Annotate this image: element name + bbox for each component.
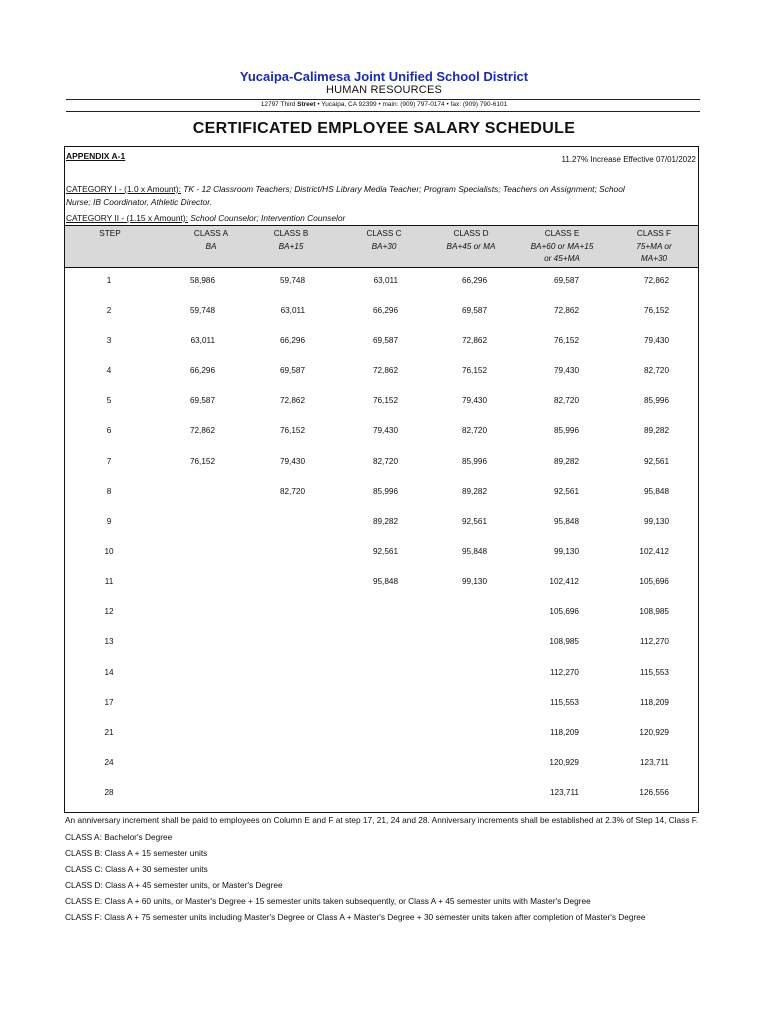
salary-cell-class-e: 85,996 bbox=[553, 426, 579, 435]
salary-cell-class-e: 120,929 bbox=[549, 758, 579, 767]
salary-cell-class-d: 82,720 bbox=[461, 426, 487, 435]
salary-cell-class-d: 85,996 bbox=[461, 457, 487, 466]
step-cell: 3 bbox=[106, 336, 112, 345]
salary-cell-class-a: 76,152 bbox=[189, 457, 215, 466]
salary-cell-class-f: 79,430 bbox=[643, 336, 669, 345]
salary-cell-class-c: 92,561 bbox=[372, 547, 398, 556]
salary-cell-class-e: 72,862 bbox=[553, 306, 579, 315]
column-class-f-label: CLASS F bbox=[636, 229, 672, 238]
salary-cell-class-f: 126,556 bbox=[639, 788, 669, 797]
column-class-b-label: CLASS B bbox=[273, 229, 309, 238]
salary-cell-class-f: 112,270 bbox=[640, 637, 669, 646]
salary-cell-class-f: 82,720 bbox=[643, 366, 669, 375]
salary-cell-class-f: 76,152 bbox=[643, 306, 669, 315]
category-2-text: School Counselor; Intervention Counselor bbox=[187, 213, 346, 223]
salary-cell-class-b: 66,296 bbox=[279, 336, 305, 345]
category-1-text-cont: Nurse; IB Coordinator, Athletic Director. bbox=[66, 197, 212, 207]
salary-cell-class-b: 72,862 bbox=[279, 396, 305, 405]
salary-cell-class-a: 72,862 bbox=[189, 426, 215, 435]
category-2 bbox=[66, 212, 696, 225]
salary-cell-class-f: 92,561 bbox=[643, 457, 669, 466]
header-divider-top bbox=[66, 99, 700, 100]
salary-cell-class-d: 95,848 bbox=[461, 547, 487, 556]
salary-cell-class-f: 123,711 bbox=[640, 758, 669, 767]
salary-cell-class-c: 76,152 bbox=[372, 396, 398, 405]
salary-cell-class-c: 72,862 bbox=[372, 366, 398, 375]
district-name: Yucaipa-Calimesa Joint Unified School District bbox=[239, 69, 529, 84]
step-cell: 10 bbox=[104, 547, 114, 556]
category-1-text: TK - 12 Classroom Teachers; District/HS Library Media Teacher; Program Specialists; Teachers on Assignment; School bbox=[180, 184, 625, 194]
salary-cell-class-e: 82,720 bbox=[553, 396, 579, 405]
salary-cell-class-a: 59,748 bbox=[189, 306, 215, 315]
header-divider-bottom bbox=[66, 111, 700, 112]
salary-cell-class-f: 95,848 bbox=[643, 487, 669, 496]
step-cell: 4 bbox=[106, 366, 112, 375]
salary-cell-class-d: 89,282 bbox=[461, 487, 487, 496]
salary-cell-class-f: 105,696 bbox=[639, 577, 669, 586]
salary-cell-class-b: 63,011 bbox=[280, 306, 305, 315]
column-step-label: STEP bbox=[99, 229, 121, 238]
column-header-class-a bbox=[175, 228, 247, 253]
salary-cell-class-c: 89,282 bbox=[372, 517, 398, 526]
district-address bbox=[0, 101, 768, 108]
class-d-definition: CLASS D: Class A + 45 semester units, or Master's Degree bbox=[65, 880, 283, 890]
class-a-definition: CLASS A: Bachelor's Degree bbox=[65, 832, 173, 842]
salary-cell-class-e: 69,587 bbox=[553, 276, 579, 285]
salary-cell-class-c: 66,296 bbox=[372, 306, 398, 315]
department-name: HUMAN RESOURCES bbox=[325, 84, 443, 96]
step-cell: 7 bbox=[106, 457, 112, 466]
salary-cell-class-e: 99,130 bbox=[553, 547, 579, 556]
salary-cell-class-f: 120,929 bbox=[639, 728, 669, 737]
salary-cell-class-f: 115,553 bbox=[640, 668, 669, 677]
column-header-class-f bbox=[615, 228, 693, 266]
class-c-definition: CLASS C: Class A + 30 semester units bbox=[65, 864, 208, 874]
salary-cell-class-b: 69,587 bbox=[279, 366, 305, 375]
salary-cell-class-e: 112,270 bbox=[550, 668, 579, 677]
category-2-label: CATEGORY II - (1.15 x Amount): bbox=[66, 213, 188, 223]
column-class-e-sub2: or 45+MA bbox=[544, 254, 580, 263]
column-class-a-sub: BA bbox=[205, 241, 217, 251]
salary-cell-class-e: 123,711 bbox=[550, 788, 579, 797]
step-cell: 13 bbox=[104, 637, 114, 646]
salary-cell-class-b: 59,748 bbox=[279, 276, 305, 285]
increase-note: 11.27% Increase Effective 07/01/2022 bbox=[561, 155, 696, 164]
footnotes bbox=[65, 814, 705, 926]
salary-cell-class-e: 115,553 bbox=[550, 698, 579, 707]
step-cell: 9 bbox=[106, 517, 112, 526]
salary-cell-class-e: 102,412 bbox=[549, 577, 579, 586]
salary-cell-class-f: 85,996 bbox=[643, 396, 669, 405]
salary-cell-class-b: 79,430 bbox=[279, 457, 305, 466]
column-class-a-label: CLASS A bbox=[193, 229, 229, 238]
salary-cell-class-c: 79,430 bbox=[372, 426, 398, 435]
salary-cell-class-d: 79,430 bbox=[461, 396, 487, 405]
salary-cell-class-a: 63,011 bbox=[190, 336, 215, 345]
step-cell: 1 bbox=[106, 276, 112, 285]
step-cell: 14 bbox=[104, 668, 114, 677]
salary-cell-class-d: 72,862 bbox=[461, 336, 487, 345]
step-cell: 24 bbox=[104, 758, 114, 767]
salary-cell-class-f: 89,282 bbox=[643, 426, 669, 435]
salary-cell-class-b: 82,720 bbox=[279, 487, 305, 496]
column-class-d-sub: BA+45 or MA bbox=[446, 241, 496, 251]
appendix-label: APPENDIX A-1 bbox=[66, 151, 126, 161]
class-b-definition: CLASS B: Class A + 15 semester units bbox=[65, 848, 208, 858]
salary-cell-class-f: 108,985 bbox=[639, 607, 669, 616]
salary-cell-class-e: 89,282 bbox=[553, 457, 579, 466]
class-f-definition: CLASS F: Class A + 75 semester units including Master's Degree or Class A + Master's Degree + 30 semester units taken after completion of Master's Degree bbox=[65, 912, 646, 922]
step-cell: 21 bbox=[104, 728, 114, 737]
column-class-c-sub: BA+30 bbox=[371, 241, 397, 251]
salary-cell-class-a: 69,587 bbox=[189, 396, 215, 405]
salary-cell-class-d: 69,587 bbox=[461, 306, 487, 315]
step-cell: 28 bbox=[104, 788, 114, 797]
salary-cell-class-c: 82,720 bbox=[372, 457, 398, 466]
salary-cell-class-e: 108,985 bbox=[549, 637, 579, 646]
column-class-f-sub: 75+MA or bbox=[636, 241, 672, 251]
step-cell: 2 bbox=[106, 306, 112, 315]
salary-cell-class-d: 76,152 bbox=[461, 366, 487, 375]
salary-cell-class-a: 66,296 bbox=[189, 366, 215, 375]
salary-cell-class-c: 85,996 bbox=[372, 487, 398, 496]
salary-cell-class-e: 92,561 bbox=[553, 487, 579, 496]
salary-cell-class-e: 105,696 bbox=[549, 607, 579, 616]
column-header-class-b bbox=[255, 228, 327, 253]
salary-cell-class-c: 63,011 bbox=[373, 276, 398, 285]
column-header-step bbox=[87, 228, 133, 241]
step-cell: 12 bbox=[104, 607, 114, 616]
column-class-d-label: CLASS D bbox=[453, 229, 489, 238]
column-class-e-label: CLASS E bbox=[544, 229, 580, 238]
salary-cell-class-c: 69,587 bbox=[372, 336, 398, 345]
column-class-c-label: CLASS C bbox=[366, 229, 402, 238]
column-header-class-c bbox=[348, 228, 420, 253]
salary-cell-class-f: 102,412 bbox=[639, 547, 669, 556]
column-header-class-e bbox=[517, 228, 607, 266]
step-cell: 11 bbox=[104, 577, 114, 586]
step-cell: 8 bbox=[106, 487, 112, 496]
column-class-e-sub: BA+60 or MA+15 bbox=[530, 241, 594, 251]
column-class-b-sub: BA+15 bbox=[278, 241, 304, 251]
address-contact: • Yucaipa, CA 92399 • main: (909) 797-0174 • fax: (909) 790-6101 bbox=[315, 101, 508, 108]
step-cell: 5 bbox=[106, 396, 112, 405]
class-e-definition: CLASS E: Class A + 60 units, or Master's Degree + 15 semester units taken subsequently, or Class A + 45 semester units with Master's Degree bbox=[65, 896, 591, 906]
column-header-class-d bbox=[430, 228, 512, 253]
salary-cell-class-e: 79,430 bbox=[553, 366, 579, 375]
salary-cell-class-f: 72,862 bbox=[643, 276, 669, 285]
salary-cell-class-d: 92,561 bbox=[461, 517, 487, 526]
salary-cell-class-f: 99,130 bbox=[643, 517, 669, 526]
salary-cell-class-e: 95,848 bbox=[553, 517, 579, 526]
salary-cell-class-b: 76,152 bbox=[279, 426, 305, 435]
anniversary-note: An anniversary increment shall be paid to employees on Column E and F at step 17, 21, 24 and 28. Anniversary increments shall be established at 2.3% of Step 14, Class F. bbox=[65, 815, 699, 825]
step-cell: 6 bbox=[106, 426, 112, 435]
address-street-word: Street bbox=[297, 101, 316, 108]
salary-cell-class-c: 95,848 bbox=[372, 577, 398, 586]
category-1 bbox=[66, 183, 696, 209]
salary-cell-class-e: 76,152 bbox=[553, 336, 579, 345]
salary-cell-class-f: 118,209 bbox=[640, 698, 669, 707]
table-header bbox=[65, 225, 698, 268]
salary-cell-class-e: 118,209 bbox=[550, 728, 579, 737]
column-class-f-sub2: MA+30 bbox=[640, 254, 668, 263]
salary-cell-class-d: 99,130 bbox=[461, 577, 487, 586]
salary-cell-class-a: 58,986 bbox=[189, 276, 215, 285]
step-cell: 17 bbox=[104, 698, 114, 707]
document-title: CERTIFICATED EMPLOYEE SALARY SCHEDULE bbox=[192, 120, 576, 137]
address-number: 12797 Third bbox=[260, 101, 298, 108]
salary-cell-class-d: 66,296 bbox=[461, 276, 487, 285]
category-1-label: CATEGORY I - (1.0 x Amount): bbox=[66, 184, 181, 194]
